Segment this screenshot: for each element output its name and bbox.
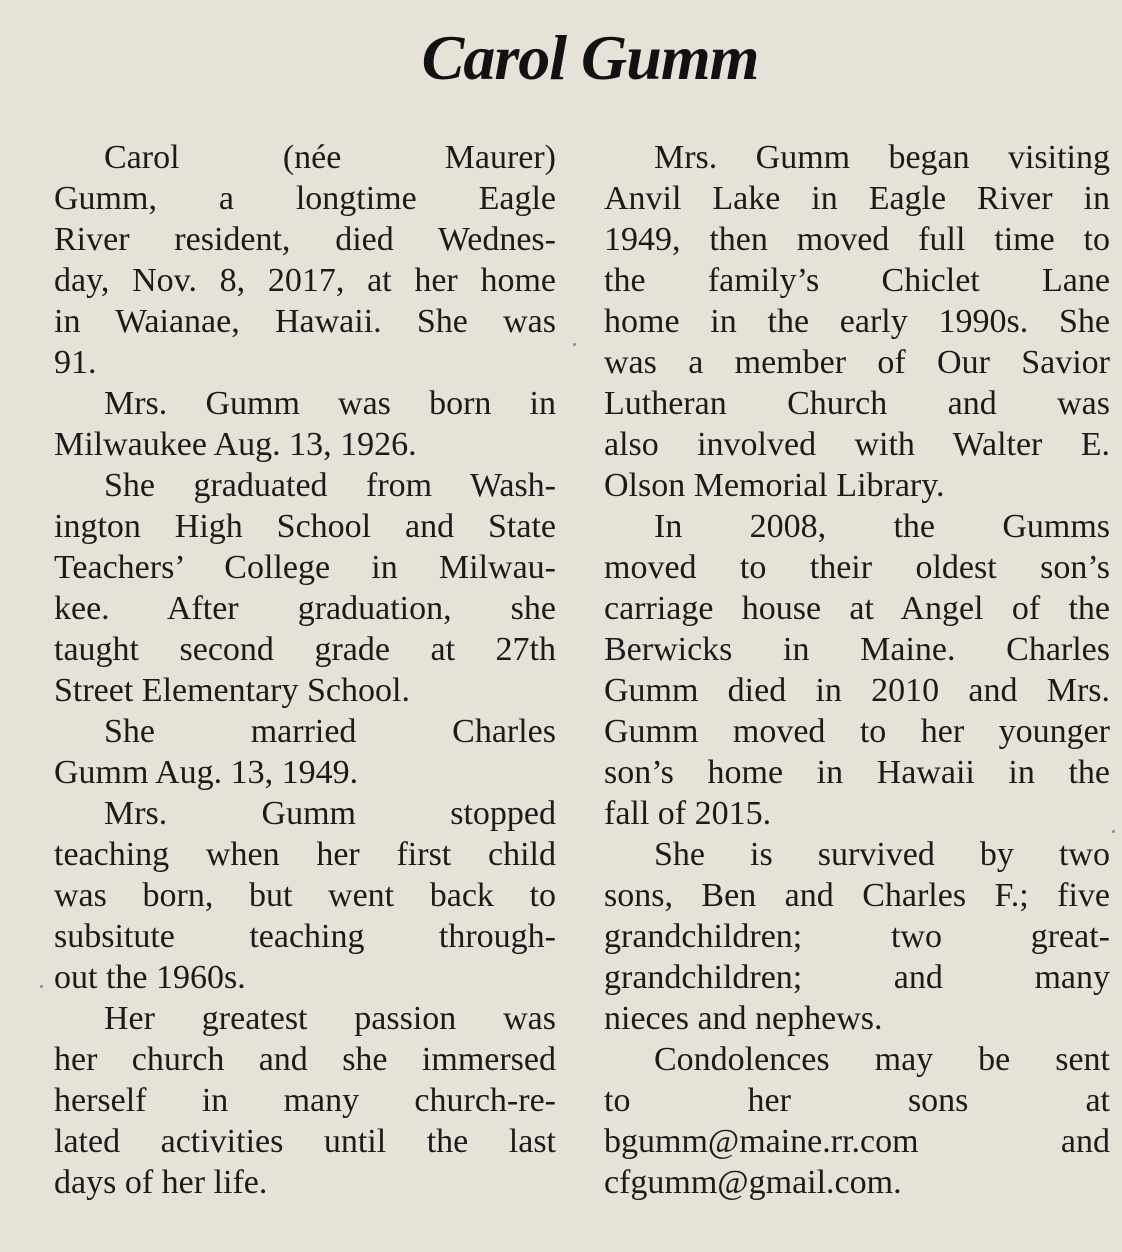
text-line: kee. After graduation, she bbox=[54, 590, 556, 627]
text-line: Street Elementary School. bbox=[54, 672, 410, 709]
text-line: cfgumm@gmail.com. bbox=[604, 1164, 902, 1201]
text-line: bgumm@maine.rr.com and bbox=[604, 1123, 1110, 1160]
text-line: Lutheran Church and was bbox=[604, 385, 1110, 422]
text-line: In 2008, the Gumms bbox=[654, 508, 1110, 545]
text-line: Mrs. Gumm began visiting bbox=[654, 139, 1110, 176]
text-line: also involved with Walter E. bbox=[604, 426, 1110, 463]
text-line: She graduated from Wash- bbox=[104, 467, 556, 504]
paragraph bbox=[604, 834, 1110, 1039]
text-line: was born, but went back to bbox=[54, 877, 556, 914]
text-line: grandchildren; two great- bbox=[604, 918, 1110, 955]
text-line: Gumm moved to her younger bbox=[604, 713, 1110, 750]
paragraph bbox=[604, 1039, 1110, 1203]
text-line: Condolences may be sent bbox=[654, 1041, 1110, 1078]
text-line: day, Nov. 8, 2017, at her home bbox=[54, 262, 556, 299]
text-line: herself in many church-re- bbox=[54, 1082, 556, 1119]
text-line: Gumm Aug. 13, 1949. bbox=[54, 754, 359, 791]
text-line: grandchildren; and many bbox=[604, 959, 1110, 996]
text-line: Milwaukee Aug. 13, 1926. bbox=[54, 426, 417, 463]
paragraph bbox=[604, 506, 1110, 834]
text-line: was a member of Our Savior bbox=[604, 344, 1110, 381]
text-line: Carol (née Maurer) bbox=[104, 139, 556, 176]
text-line: days of her life. bbox=[54, 1164, 268, 1201]
print-speck bbox=[1112, 830, 1115, 833]
text-line: home in the early 1990s. She bbox=[604, 303, 1110, 340]
text-line: lated activities until the last bbox=[54, 1123, 556, 1160]
text-line: Anvil Lake in Eagle River in bbox=[604, 180, 1110, 217]
left-column bbox=[54, 137, 556, 1203]
text-line: She is survived by two bbox=[654, 836, 1110, 873]
text-line: 1949, then moved full time to bbox=[604, 221, 1110, 258]
text-line: the family’s Chiclet Lane bbox=[604, 262, 1110, 299]
text-line: Gumm, a longtime Eagle bbox=[54, 180, 556, 217]
paragraph bbox=[54, 465, 556, 711]
text-line: teaching when her first child bbox=[54, 836, 556, 873]
text-line: Olson Memorial Library. bbox=[604, 467, 945, 504]
text-line: sons, Ben and Charles F.; five bbox=[604, 877, 1110, 914]
text-line: She married Charles bbox=[104, 713, 556, 750]
text-line: moved to their oldest son’s bbox=[604, 549, 1110, 586]
text-line: her church and she immersed bbox=[54, 1041, 556, 1078]
text-line: in Waianae, Hawaii. She was bbox=[54, 303, 556, 340]
text-line: River resident, died Wednes- bbox=[54, 221, 556, 258]
text-line: taught second grade at 27th bbox=[54, 631, 556, 668]
text-line: to her sons at bbox=[604, 1082, 1110, 1119]
text-line: Teachers’ College in Milwau- bbox=[54, 549, 556, 586]
text-line: Mrs. Gumm stopped bbox=[104, 795, 556, 832]
print-speck bbox=[40, 985, 43, 988]
paragraph bbox=[54, 998, 556, 1203]
text-line: Her greatest passion was bbox=[104, 1000, 556, 1037]
text-line: nieces and nephews. bbox=[604, 1000, 883, 1037]
text-line: 91. bbox=[54, 344, 97, 381]
right-column bbox=[604, 137, 1110, 1203]
text-line: carriage house at Angel of the bbox=[604, 590, 1110, 627]
text-line: out the 1960s. bbox=[54, 959, 246, 996]
paragraph bbox=[604, 137, 1110, 506]
obituary-headline: Carol Gumm bbox=[421, 22, 759, 93]
paragraph bbox=[54, 383, 556, 465]
paragraph bbox=[54, 137, 556, 383]
text-line: son’s home in Hawaii in the bbox=[604, 754, 1110, 791]
paragraph bbox=[54, 793, 556, 998]
paragraph bbox=[54, 711, 556, 793]
text-line: subsitute teaching through- bbox=[54, 918, 556, 955]
text-line: Mrs. Gumm was born in bbox=[104, 385, 556, 422]
text-line: Gumm died in 2010 and Mrs. bbox=[604, 672, 1110, 709]
text-line: Berwicks in Maine. Charles bbox=[604, 631, 1110, 668]
print-speck bbox=[573, 343, 576, 346]
text-line: ington High School and State bbox=[54, 508, 556, 545]
text-line: fall of 2015. bbox=[604, 795, 772, 832]
